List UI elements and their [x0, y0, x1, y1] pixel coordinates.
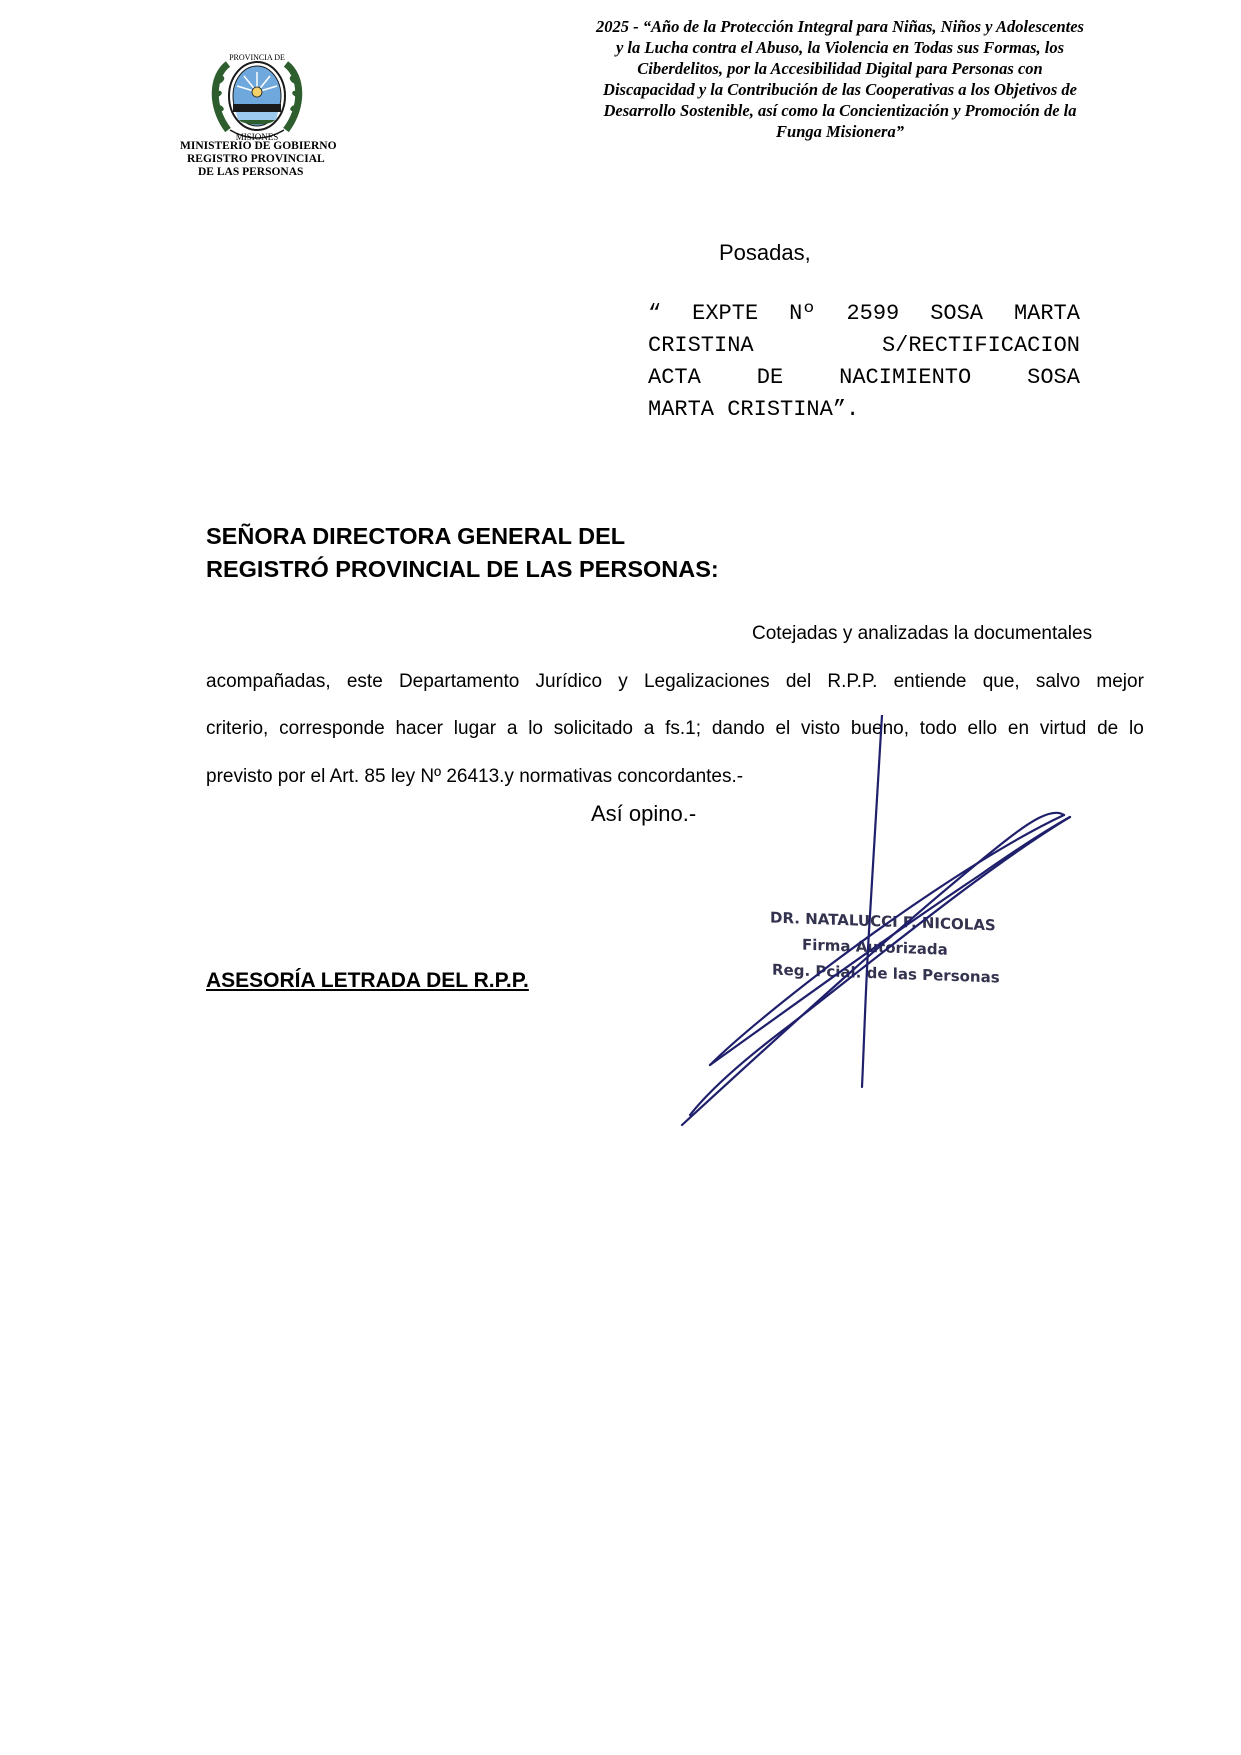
case-ref-word: SOSA	[930, 301, 983, 326]
body-word: Legalizaciones	[643, 670, 770, 692]
case-ref-word: EXPTE	[692, 301, 759, 326]
body-word: Departamento	[398, 670, 520, 692]
body-word: a	[506, 718, 518, 739]
body-word: entiende	[893, 670, 967, 692]
body-word: Jurídico	[535, 670, 603, 692]
body-word: todo	[919, 718, 957, 739]
case-reference-line	[648, 298, 1080, 330]
motto-line: Funga Misionera”	[776, 122, 904, 141]
case-ref-word: Nº	[789, 301, 816, 326]
addressee	[206, 520, 719, 586]
body-word: del	[785, 670, 812, 692]
case-reference-line	[648, 362, 1080, 394]
body-word: lugar	[453, 718, 497, 739]
body-line-text: Cotejadas y analizadas la documentales	[752, 623, 1093, 644]
body-word: lo	[528, 718, 543, 739]
body-word: y	[618, 670, 628, 692]
motto-line: y la Lucha contra el Abuso, la Violencia en Todas sus Formas, los	[615, 38, 1064, 57]
body-word: que,	[982, 670, 1020, 692]
stamp-line: Reg. Pcial. de las Personas	[772, 960, 1000, 987]
body-word: ello	[967, 718, 998, 739]
body-word: corresponde	[279, 718, 385, 739]
handwritten-signature	[660, 715, 1080, 1135]
closing: Así opino.-	[591, 801, 697, 826]
body-word: mejor	[1096, 670, 1144, 692]
province-seal-logo	[206, 46, 308, 146]
body-word: lo	[1129, 718, 1144, 739]
case-reference-line	[648, 330, 1080, 362]
case-ref-word: “	[648, 301, 662, 326]
body-word: salvo	[1035, 670, 1081, 692]
body-word: acompañadas,	[206, 670, 331, 692]
case-ref-word: DE	[756, 365, 784, 390]
svg-text:PROVINCIA DE: PROVINCIA DE	[229, 53, 285, 62]
body-word: fs.1;	[665, 718, 702, 739]
case-ref-word: ACTA	[648, 365, 701, 390]
body-word: solicitado	[553, 718, 633, 739]
stamp-line: Firma Autorizada	[802, 935, 948, 959]
body-line	[206, 658, 1144, 706]
case-ref-word: SOSA	[1027, 365, 1080, 390]
case-ref-word: MARTA CRISTINA”.	[648, 397, 860, 422]
body-word: este	[346, 670, 383, 692]
svg-text:MISIONES: MISIONES	[235, 132, 279, 142]
body-word: dando	[711, 718, 765, 739]
body-word: el	[775, 718, 791, 739]
addressee-line: REGISTRÓ PROVINCIAL DE LAS PERSONAS:	[206, 556, 719, 582]
case-ref-word: CRISTINA	[648, 333, 754, 358]
motto-line: 2025 - “Año de la Protección Integral para Niñas, Niños y Adolescentes	[596, 17, 1084, 36]
body-word: R.P.P.	[827, 670, 878, 692]
body-word: bueno,	[850, 718, 909, 739]
ministry-line: REGISTRO PROVINCIAL	[187, 153, 325, 165]
case-reference	[648, 298, 1080, 426]
motto-line: Ciberdelitos, por la Accesibilidad Digital para Personas con	[637, 59, 1043, 78]
body-word: a	[643, 718, 655, 739]
body-line	[206, 610, 1144, 658]
body-word: visto	[801, 718, 841, 739]
case-reference-line	[648, 394, 1080, 426]
body-word: criterio,	[206, 718, 269, 739]
body-line: previsto por el Art. 85 ley Nº 26413.y normativas concordantes.-	[206, 765, 744, 787]
ministry-line: DE LAS PERSONAS	[198, 166, 304, 178]
stamp-line: DR. NATALUCCI F. NICOLAS	[770, 908, 996, 935]
motto-line: Discapacidad y la Contribución de las Cooperativas a los Objetivos de	[603, 80, 1077, 99]
office-signature-label: ASESORÍA LETRADA DEL R.P.P.	[206, 969, 529, 992]
addressee-line: SEÑORA DIRECTORA GENERAL DEL	[206, 523, 626, 549]
case-ref-word: S/RECTIFICACION	[881, 333, 1080, 358]
case-ref-word: NACIMIENTO	[839, 365, 972, 390]
case-ref-word: MARTA	[1013, 301, 1080, 326]
motto-line: Desarrollo Sostenible, así como la Concientización y Promoción de la	[603, 101, 1077, 120]
body-word: de	[1097, 718, 1119, 739]
ministry-block	[172, 140, 372, 179]
body-word: hacer	[395, 718, 444, 739]
body-word: en	[1007, 718, 1030, 739]
ministry-line: MINISTERIO DE GOBIERNO	[180, 140, 337, 152]
case-ref-word: 2599	[846, 301, 900, 326]
place-date: Posadas,	[719, 240, 811, 265]
body-word: virtud	[1039, 718, 1087, 739]
year-motto	[540, 16, 1140, 142]
